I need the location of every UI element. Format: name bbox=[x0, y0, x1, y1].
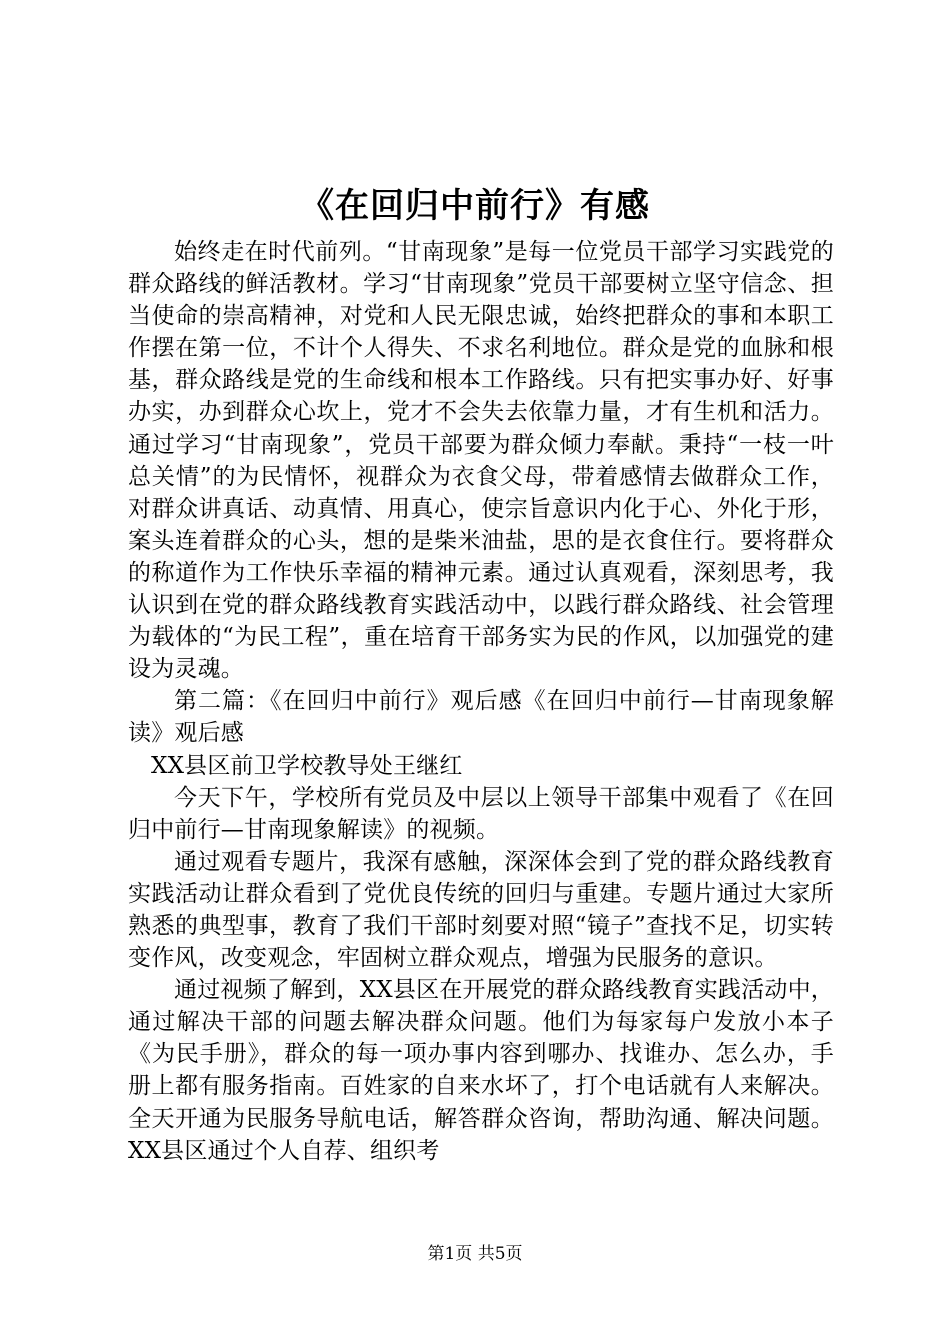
paragraph-4: 今天下午，学校所有党员及中层以上领导干部集中观看了《在回归中前行—甘南现象解读》的视频。 bbox=[128, 784, 834, 843]
document-body bbox=[128, 236, 834, 1167]
paragraph-5: 通过观看专题片，我深有感触，深深体会到了党的群众路线教育实践活动让群众看到了党优良传统的回归与重建。专题片通过大家所熟悉的典型事，教育了我们干部时刻要对照“镜子”查找不足，切实转变作风，改变观念，牢固树立群众观点，增强为民服务的意识。 bbox=[128, 848, 834, 972]
document-title: 《在回归中前行》有感 bbox=[300, 186, 650, 226]
paragraph-3-author: XX县区前卫学校教导处王继红 bbox=[151, 752, 463, 779]
paragraph-1: 始终走在时代前列。“甘南现象”是每一位党员干部学习实践党的群众路线的鲜活教材。学习“甘南现象”党员干部要树立坚守信念、担当使命的崇高精神，对党和人民无限忠诚，始终把群众的事和本职工作摆在第一位，不计个人得失、不求名利地位。群众是党的血脉和根基，群众路线是党的生命线和根本工作路线。只有把实事办好、好事办实，办到群众心坎上，党才不会失去依靠力量，才有生机和活力。通过学习“甘南现象”，党员干部要为群众倾力奉献。秉持“一枝一叶总关情”的为民情怀，视群众为衣食父母，带着感情去做群众工作，对群众讲真话、动真情、用真心，使宗旨意识内化于心、外化于形，案头连着群众的心头，想的是柴米油盐，思的是衣食住行。要将群众的称道作为工作快乐幸福的精神元素。通过认真观看，深刻思考，我认识到在党的群众路线教育实践活动中，以践行群众路线、社会管理为载体的“为民工程”，重在培育干部务实为民的作风，以加强党的建设为灵魂。 bbox=[128, 239, 834, 683]
paragraph-2-heading: 第二篇：《在回归中前行》观后感《在回归中前行—甘南现象解读》观后感 bbox=[128, 688, 834, 747]
paragraph-6: 通过视频了解到，XX县区在开展党的群众路线教育实践活动中，通过解决干部的问题去解决群众问题。他们为每家每户发放小本子《为民手册》，群众的每一项办事内容到哪办、找谁办、怎么办，手册上都有服务指南。百姓家的自来水坏了，打个电话就有人来解决。全天开通为民服务导航电话，解答群众咨询，帮助沟通、解决问题。XX县区通过个人自荐、组织考 bbox=[128, 977, 834, 1164]
page-footer: 第1页 共5页 bbox=[427, 1244, 523, 1264]
